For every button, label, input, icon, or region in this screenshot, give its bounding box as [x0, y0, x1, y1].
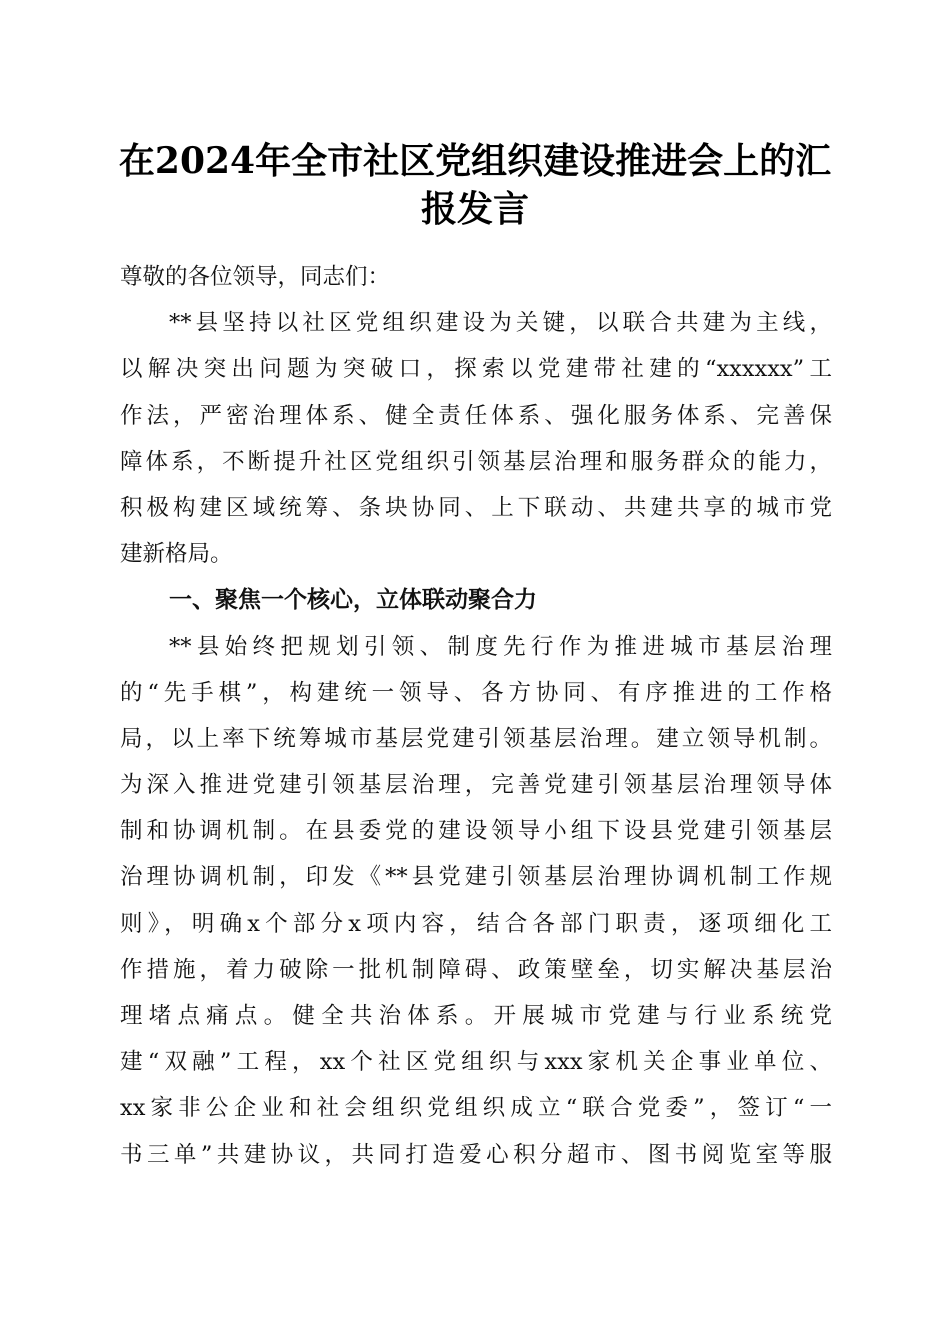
title-line-1: 在2024年全市社区党组织建设推进会上的汇: [118, 140, 832, 182]
paragraph-line: 积极构建区域统筹、条块协同、上下联动、共建共享的城市党: [120, 494, 832, 521]
paragraph-line: 为深入推进党建引领基层治理，完善党建引领基层治理领导体: [120, 772, 832, 799]
title-line-2: 报发言: [420, 188, 529, 230]
paragraph-line: 作法，严密治理体系、健全责任体系、强化服务体系、完善保: [120, 402, 832, 429]
paragraph-line: 治理协调机制，印发《**县党建引领基层治理协调机制工作规: [120, 864, 832, 891]
document-title: [110, 137, 840, 233]
paragraph-line: 以解决突出问题为突破口，探索以党建带社建的“xxxxxx”工: [120, 356, 832, 383]
paragraph-line: 障体系，不断提升社区党组织引领基层治理和服务群众的能力，: [120, 448, 832, 475]
intro-paragraph: [120, 300, 832, 577]
paragraph-line: 书三单”共建协议，共同打造爱心积分超市、图书阅览室等服: [120, 1141, 832, 1168]
paragraph-line: 建“双融”工程，xx个社区党组织与xxx家机关企事业单位、: [120, 1049, 832, 1076]
document-body: [120, 254, 832, 1178]
paragraph-line: **县坚持以社区党组织建设为关键，以联合共建为主线，: [169, 310, 832, 337]
section-heading: 一、聚焦一个核心，立体联动聚合力: [169, 587, 537, 614]
paragraph-line: 制和协调机制。在县委党的建设领导小组下设县党建引领基层: [120, 818, 832, 845]
paragraph-line: 理堵点痛点。健全共治体系。开展城市党建与行业系统党: [120, 1003, 832, 1029]
salutation: 尊敬的各位领导，同志们：: [120, 264, 391, 290]
paragraph-line: 则》，明确x个部分x项内容，结合各部门职责，逐项细化工: [120, 910, 832, 937]
section-1-paragraph: [120, 624, 832, 1178]
paragraph-line: 的“先手棋”，构建统一领导、各方协同、有序推进的工作格: [120, 679, 832, 706]
paragraph-line: xx家非公企业和社会组织党组织成立“联合党委”，签订“一: [120, 1095, 832, 1122]
paragraph-line: 建新格局。: [120, 541, 233, 568]
paragraph-line: 局，以上率下统筹城市基层党建引领基层治理。建立领导机制。: [120, 725, 832, 752]
paragraph-line: **县始终把规划引领、制度先行作为推进城市基层治理: [169, 633, 832, 660]
paragraph-line: 作措施，着力破除一批机制障碍、政策壁垒，切实解决基层治: [120, 956, 832, 983]
